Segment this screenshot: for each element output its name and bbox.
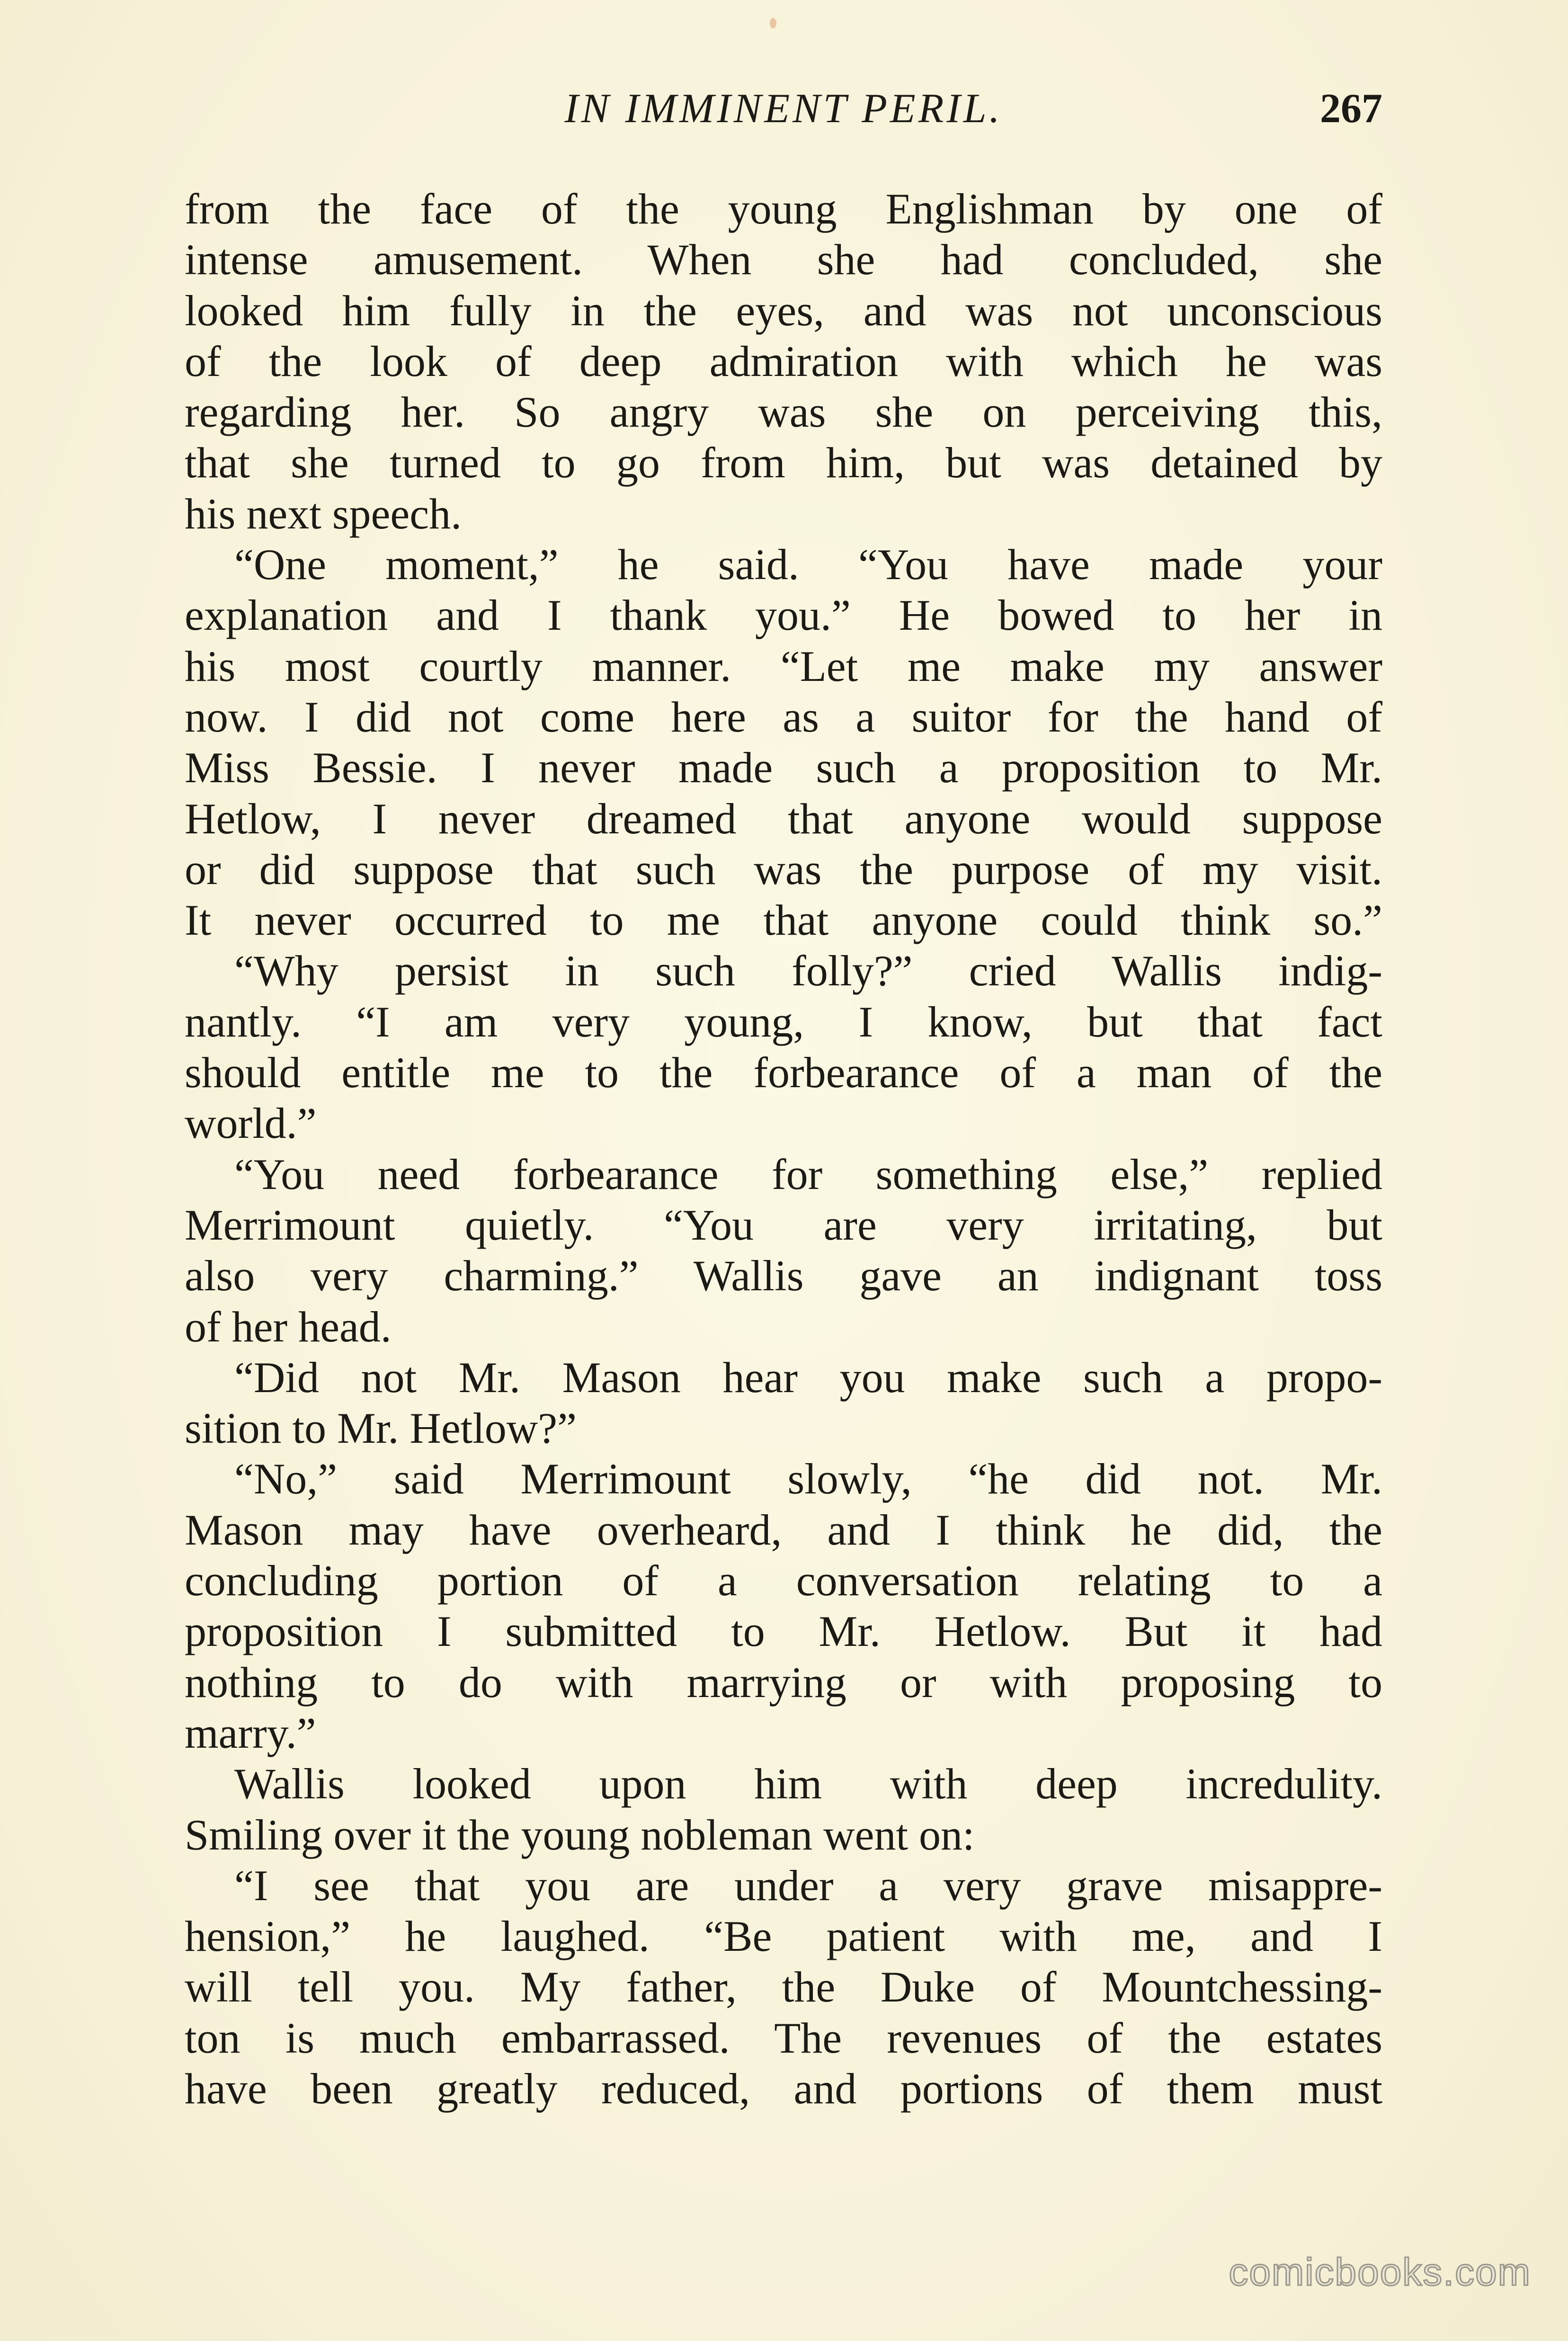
text-line: “No,” said Merrimount slowly, “he did not. Mr. xyxy=(234,1455,1382,1503)
text-line: marry.” xyxy=(185,1708,316,1757)
running-head xyxy=(185,83,1382,135)
text-line: “I see that you are under a very grave misappre- xyxy=(234,1861,1382,1910)
text-line: or did suppose that such was the purpose of my visit. xyxy=(185,845,1382,894)
page-number: 267 xyxy=(1320,86,1382,132)
text-line: will tell you. My father, the Duke of Mountchessing- xyxy=(185,1963,1382,2011)
text-line: of the look of deep admiration with which he was xyxy=(185,337,1382,385)
text-line: ton is much embarrassed. The revenues of the estates xyxy=(185,2013,1382,2062)
text-line: “Did not Mr. Mason hear you make such a propo- xyxy=(234,1353,1382,1402)
text-line: Smiling over it the young nobleman went on: xyxy=(185,1810,975,1859)
text-line: concluding portion of a conversation relating to a xyxy=(185,1556,1382,1605)
text-line: intense amusement. When she had concluded, she xyxy=(185,235,1382,284)
text-line: explanation and I thank you.” He bowed to her in xyxy=(185,591,1382,640)
text-line: of her head. xyxy=(185,1302,392,1351)
body-text xyxy=(185,184,1382,2114)
text-line: Mason may have overheard, and I think he did, the xyxy=(185,1505,1382,1554)
text-line: his next speech. xyxy=(185,489,462,538)
text-line: proposition I submitted to Mr. Hetlow. But it had xyxy=(185,1607,1382,1656)
text-line: regarding her. So angry was she on perceiving this, xyxy=(185,388,1382,437)
text-line: Wallis looked upon him with deep incredulity. xyxy=(234,1760,1382,1808)
text-line: Miss Bessie. I never made such a proposition to Mr. xyxy=(185,743,1382,792)
text-line: also very charming.” Wallis gave an indignant toss xyxy=(185,1251,1382,1300)
text-line: It never occurred to me that anyone could think so.” xyxy=(185,896,1382,945)
text-line: “Why persist in such folly?” cried Wallis indig- xyxy=(234,947,1382,995)
text-line: nantly. “I am very young, I know, but that fact xyxy=(185,997,1382,1046)
text-line: “One moment,” he said. “You have made your xyxy=(234,540,1382,589)
paper-speck xyxy=(770,18,776,28)
running-title: IN IMMINENT PERIL. xyxy=(564,86,1003,132)
text-line: hension,” he laughed. “Be patient with me, and I xyxy=(185,1912,1382,1961)
text-line: sition to Mr. Hetlow?” xyxy=(185,1404,577,1453)
watermark: comicbooks.com xyxy=(1229,2251,1531,2294)
text-line: from the face of the young Englishman by one of xyxy=(185,185,1382,233)
text-line: now. I did not come here as a suitor for the hand of xyxy=(185,692,1382,741)
text-line: Merrimount quietly. “You are very irritating, but xyxy=(185,1200,1382,1249)
text-line: “You need forbearance for something else,” replied xyxy=(234,1150,1382,1198)
text-line: world.” xyxy=(185,1099,317,1148)
text-line: Hetlow, I never dreamed that anyone would suppose xyxy=(185,794,1382,843)
text-line: have been greatly reduced, and portions of them must xyxy=(185,2064,1382,2113)
text-line: looked him fully in the eyes, and was not unconscious xyxy=(185,286,1382,335)
text-line: should entitle me to the forbearance of a man of the xyxy=(185,1048,1382,1097)
text-line: nothing to do with marrying or with proposing to xyxy=(185,1658,1382,1707)
text-line: his most courtly manner. “Let me make my answer xyxy=(185,642,1382,690)
text-line: that she turned to go from him, but was detained by xyxy=(185,438,1382,487)
